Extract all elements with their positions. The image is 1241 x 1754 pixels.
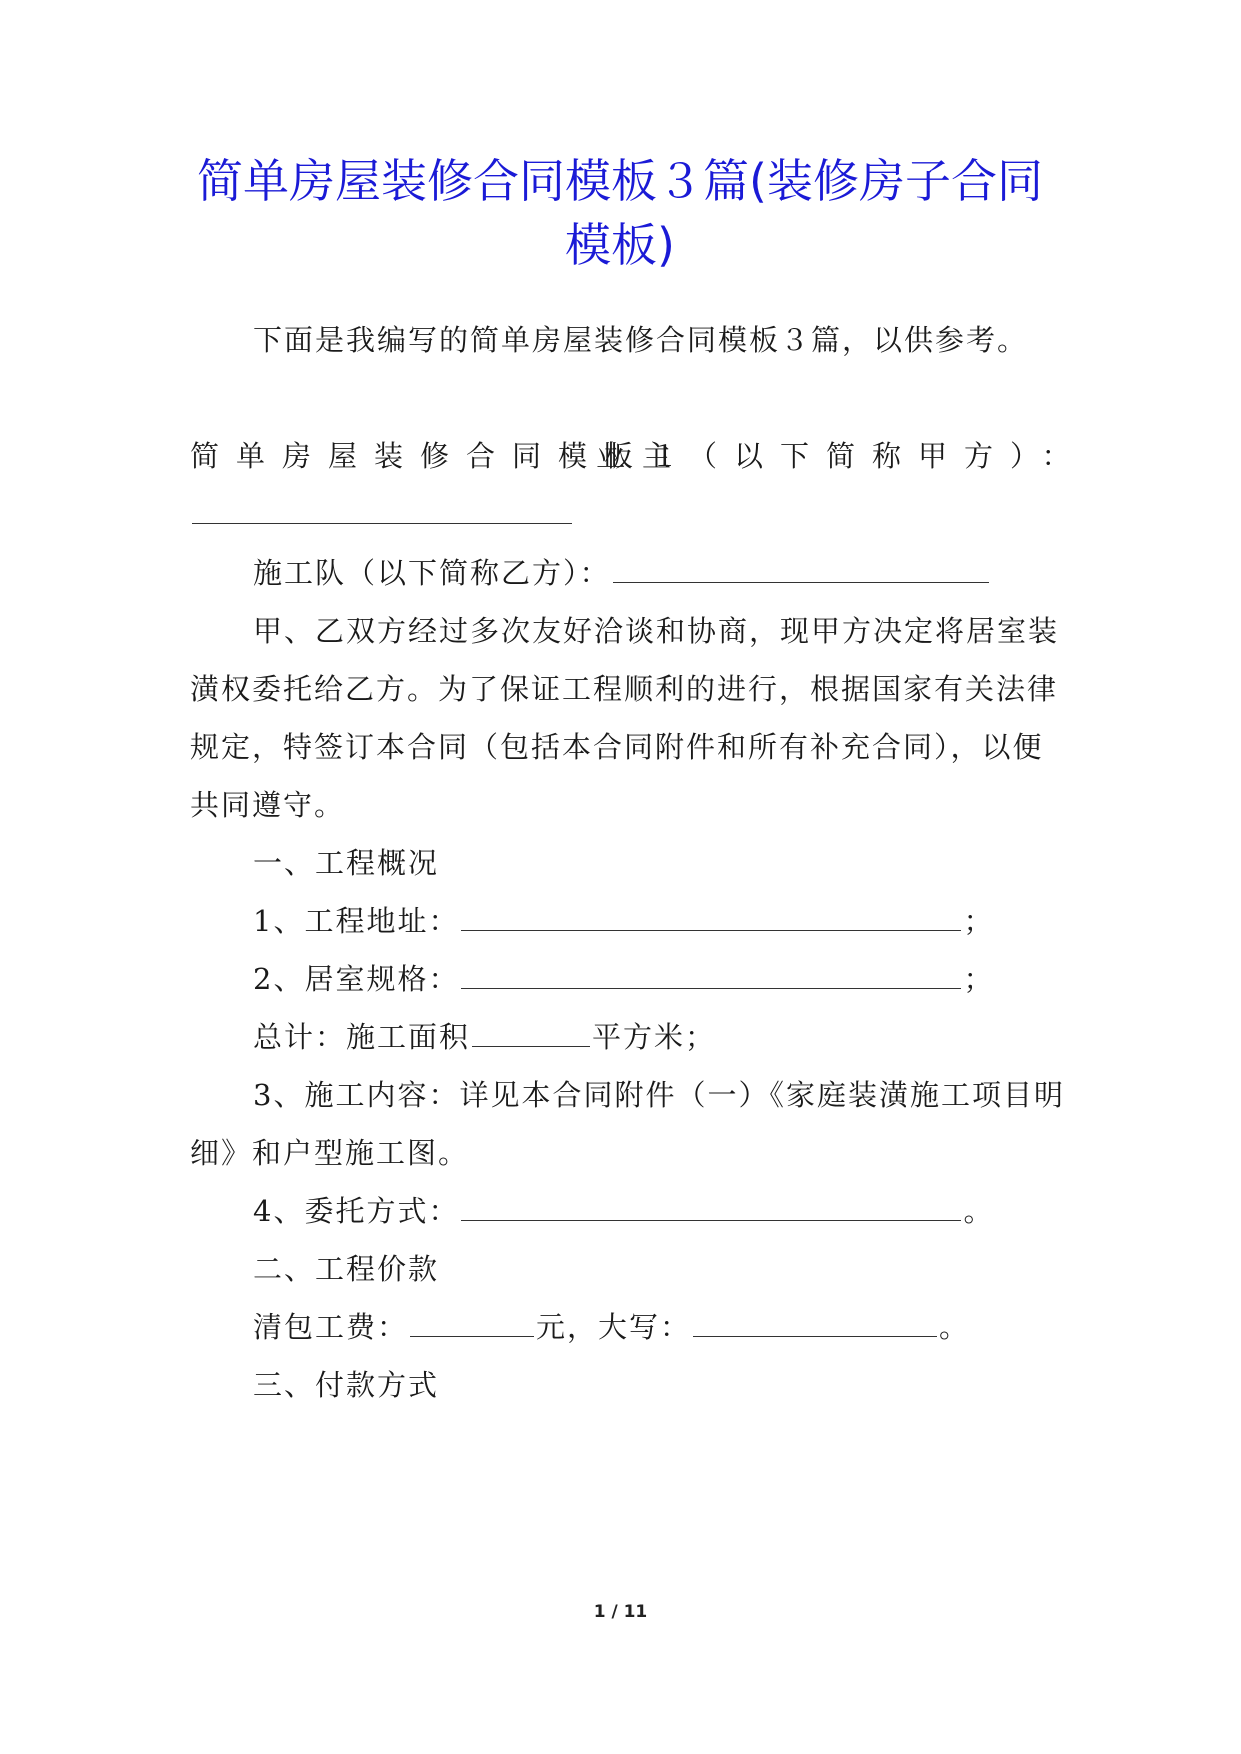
paragraph-1-line-4: 共同遵守。 xyxy=(190,788,346,822)
labor-fee-amount-blank xyxy=(410,1308,534,1337)
room-spec-line xyxy=(253,959,994,999)
room-spec-end: ； xyxy=(963,962,995,996)
commission-method-label: 4、委托方式： xyxy=(253,1194,460,1228)
room-spec-blank xyxy=(461,960,961,989)
total-area-blank xyxy=(472,1018,590,1047)
contractor-blank xyxy=(613,554,989,583)
section-2-heading: 二、工程价款 xyxy=(253,1252,440,1286)
owner-blank-line xyxy=(190,494,574,534)
construction-content-line-2: 细》和户型施工图。 xyxy=(190,1136,470,1170)
section-3-heading: 三、付款方式 xyxy=(253,1368,440,1402)
paragraph-1-line-3: 规定，特签订本合同（包括本合同附件和所有补充合同），以便 xyxy=(190,730,1044,764)
commission-method-blank xyxy=(461,1192,961,1221)
labor-fee-line xyxy=(253,1307,970,1347)
section-1-heading: 一、工程概况 xyxy=(253,846,440,880)
labor-fee-label: 清包工费： xyxy=(253,1310,409,1344)
contractor-label: 施工队（以下简称乙方）： xyxy=(253,556,611,590)
total-area-line xyxy=(253,1017,716,1057)
page-number: 1 / 11 xyxy=(593,1602,648,1622)
project-address-line xyxy=(253,901,994,941)
project-address-end: ； xyxy=(963,904,995,938)
commission-method-line xyxy=(253,1191,994,1231)
room-spec-label: 2、居室规格： xyxy=(253,962,460,996)
contract-heading-left: 简单房屋装修合同模板１ xyxy=(190,439,697,473)
document-title-line-2: 模板) xyxy=(565,218,675,272)
owner-label: 业主（以下简称甲方）： xyxy=(596,439,1088,473)
owner-blank xyxy=(192,495,572,524)
labor-fee-end: 。 xyxy=(939,1310,971,1344)
labor-fee-unit: 元，大写： xyxy=(536,1310,692,1344)
commission-method-end: 。 xyxy=(963,1194,995,1228)
document-title-line-1: 简单房屋装修合同模板３篇(装修房子合同 xyxy=(197,154,1043,208)
total-area-unit: 平方米； xyxy=(592,1020,717,1054)
paragraph-1-line-2: 潢权委托给乙方。为了保证工程顺利的进行，根据国家有关法律 xyxy=(190,672,1059,706)
intro-paragraph: 下面是我编写的简单房屋装修合同模板３篇，以供参考。 xyxy=(253,323,1029,357)
total-area-label: 总计：施工面积 xyxy=(253,1020,471,1054)
project-address-label: 1、工程地址： xyxy=(253,904,460,938)
project-address-blank xyxy=(461,902,961,931)
paragraph-1-line-1: 甲、乙双方经过多次友好洽谈和协商，现甲方决定将居室装 xyxy=(253,614,1060,648)
contractor-line xyxy=(253,553,991,593)
labor-fee-words-blank xyxy=(693,1308,937,1337)
construction-content-line-1: 3、施工内容：详见本合同附件（一）《家庭装潢施工项目明 xyxy=(253,1078,1065,1112)
